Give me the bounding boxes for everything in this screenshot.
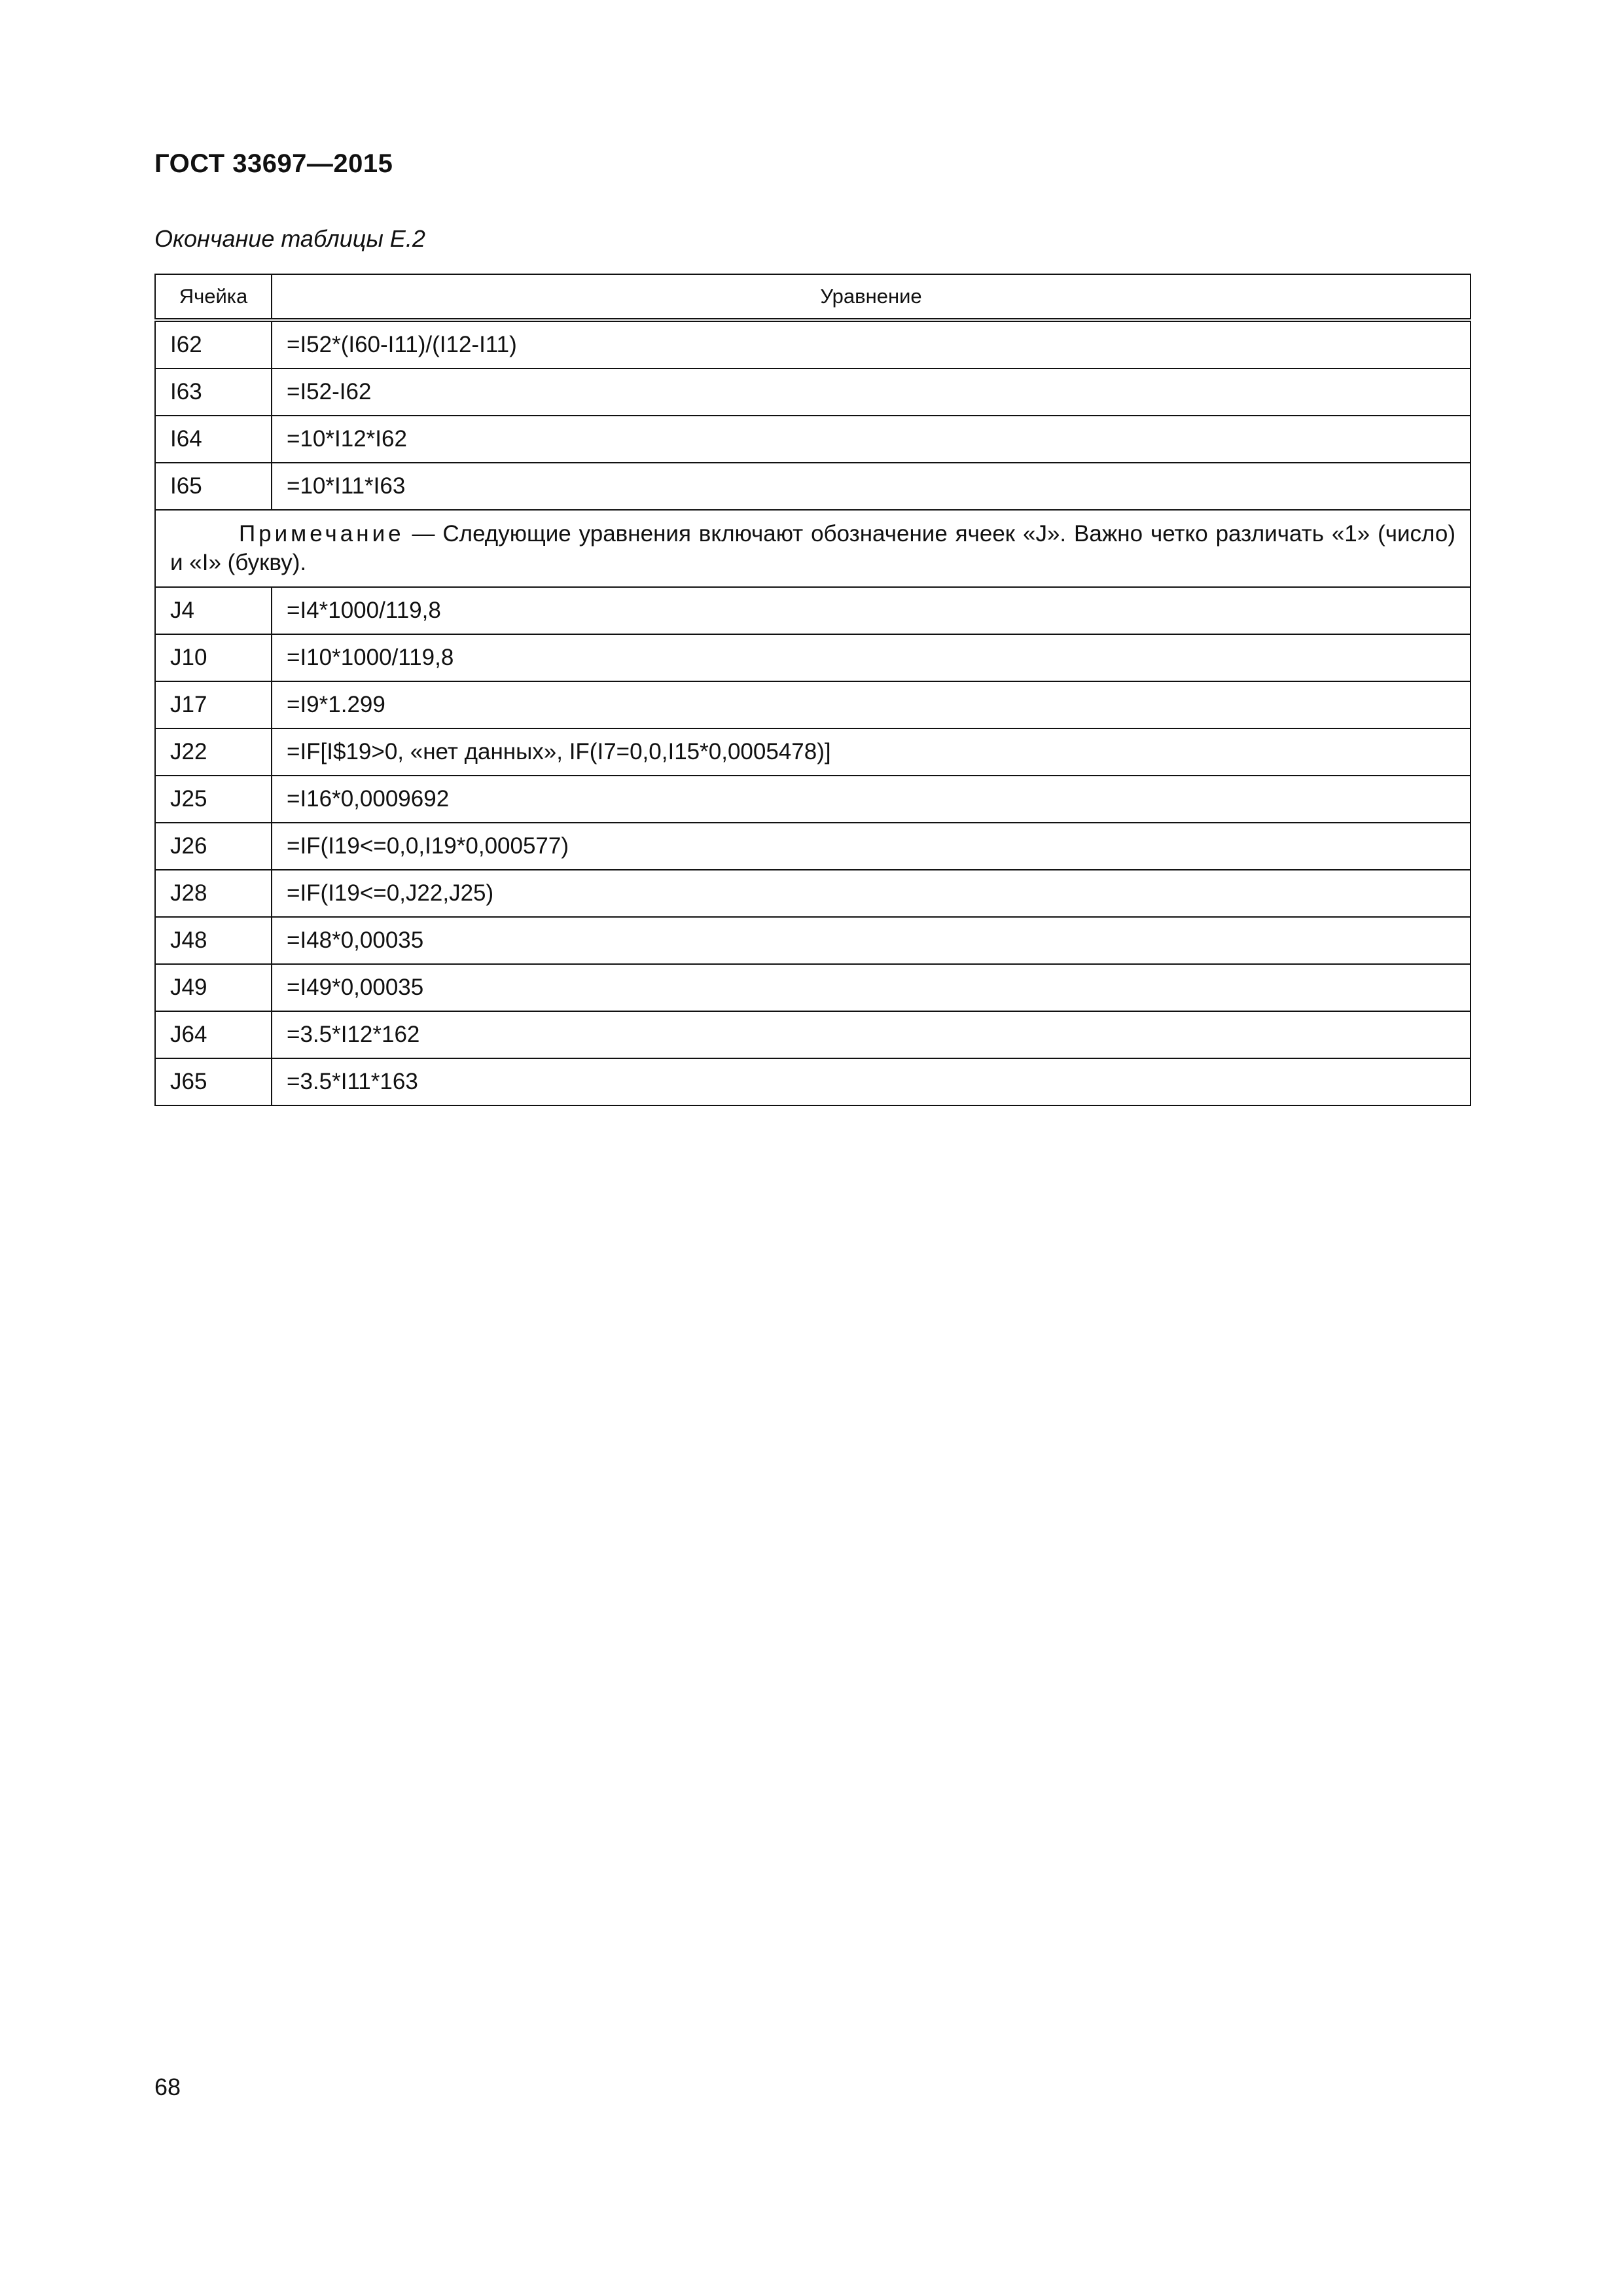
table-row	[155, 416, 1471, 463]
cell-id: I65	[155, 463, 272, 510]
cell-equation: =I49*0,00035	[272, 964, 1471, 1011]
cell-equation: =I9*1.299	[272, 681, 1471, 728]
cell-equation: =IF[I$19>0, «нет данных», IF(I7=0,0,I15*0,0005478)]	[272, 728, 1471, 776]
table-row	[155, 320, 1471, 368]
table-row	[155, 728, 1471, 776]
table-row	[155, 587, 1471, 634]
cell-equation: =I48*0,00035	[272, 917, 1471, 964]
cell-equation: =IF(I19<=0,J22,J25)	[272, 870, 1471, 917]
table-row	[155, 1058, 1471, 1105]
cell-equation: =I52*(I60-I11)/(I12-I11)	[272, 320, 1471, 368]
page-number: 68	[154, 2073, 181, 2100]
cell-id: J26	[155, 823, 272, 870]
equations-table	[154, 274, 1471, 1106]
table-row	[155, 368, 1471, 416]
cell-equation: =I16*0,0009692	[272, 776, 1471, 823]
cell-equation: =I52-I62	[272, 368, 1471, 416]
cell-id: J28	[155, 870, 272, 917]
cell-equation: =3.5*I12*162	[272, 1011, 1471, 1058]
table-row	[155, 870, 1471, 917]
note-label: Примечание	[239, 521, 404, 547]
table-row	[155, 776, 1471, 823]
cell-id: J49	[155, 964, 272, 1011]
cell-id: J64	[155, 1011, 272, 1058]
cell-id: I64	[155, 416, 272, 463]
note-text: — Следующие уравнения включают обозначение ячеек «J». Важно четко различать «1» (число) и «I» (букву).	[170, 521, 1455, 575]
cell-equation: =10*I12*I62	[272, 416, 1471, 463]
cell-id: J4	[155, 587, 272, 634]
table-row	[155, 917, 1471, 964]
cell-equation: =IF(I19<=0,0,I19*0,000577)	[272, 823, 1471, 870]
table-row	[155, 634, 1471, 681]
table-row	[155, 823, 1471, 870]
cell-equation: =10*I11*I63	[272, 463, 1471, 510]
cell-equation: =3.5*I11*163	[272, 1058, 1471, 1105]
cell-id: J10	[155, 634, 272, 681]
table-note-row	[155, 510, 1471, 587]
table-row	[155, 681, 1471, 728]
cell-id: J17	[155, 681, 272, 728]
cell-id: I62	[155, 320, 272, 368]
cell-id: I63	[155, 368, 272, 416]
document-header-title: ГОСТ 33697—2015	[154, 149, 393, 178]
cell-id: J48	[155, 917, 272, 964]
column-header-equation: Уравнение	[272, 274, 1471, 320]
cell-id: J65	[155, 1058, 272, 1105]
table-header-row	[155, 274, 1471, 320]
cell-equation: =I4*1000/119,8	[272, 587, 1471, 634]
cell-id: J25	[155, 776, 272, 823]
table-row	[155, 964, 1471, 1011]
table-row	[155, 463, 1471, 510]
table-note	[155, 510, 1471, 587]
table-row	[155, 1011, 1471, 1058]
column-header-cell: Ячейка	[155, 274, 272, 320]
cell-equation: =I10*1000/119,8	[272, 634, 1471, 681]
cell-id: J22	[155, 728, 272, 776]
table-caption: Окончание таблицы Е.2	[154, 225, 425, 252]
